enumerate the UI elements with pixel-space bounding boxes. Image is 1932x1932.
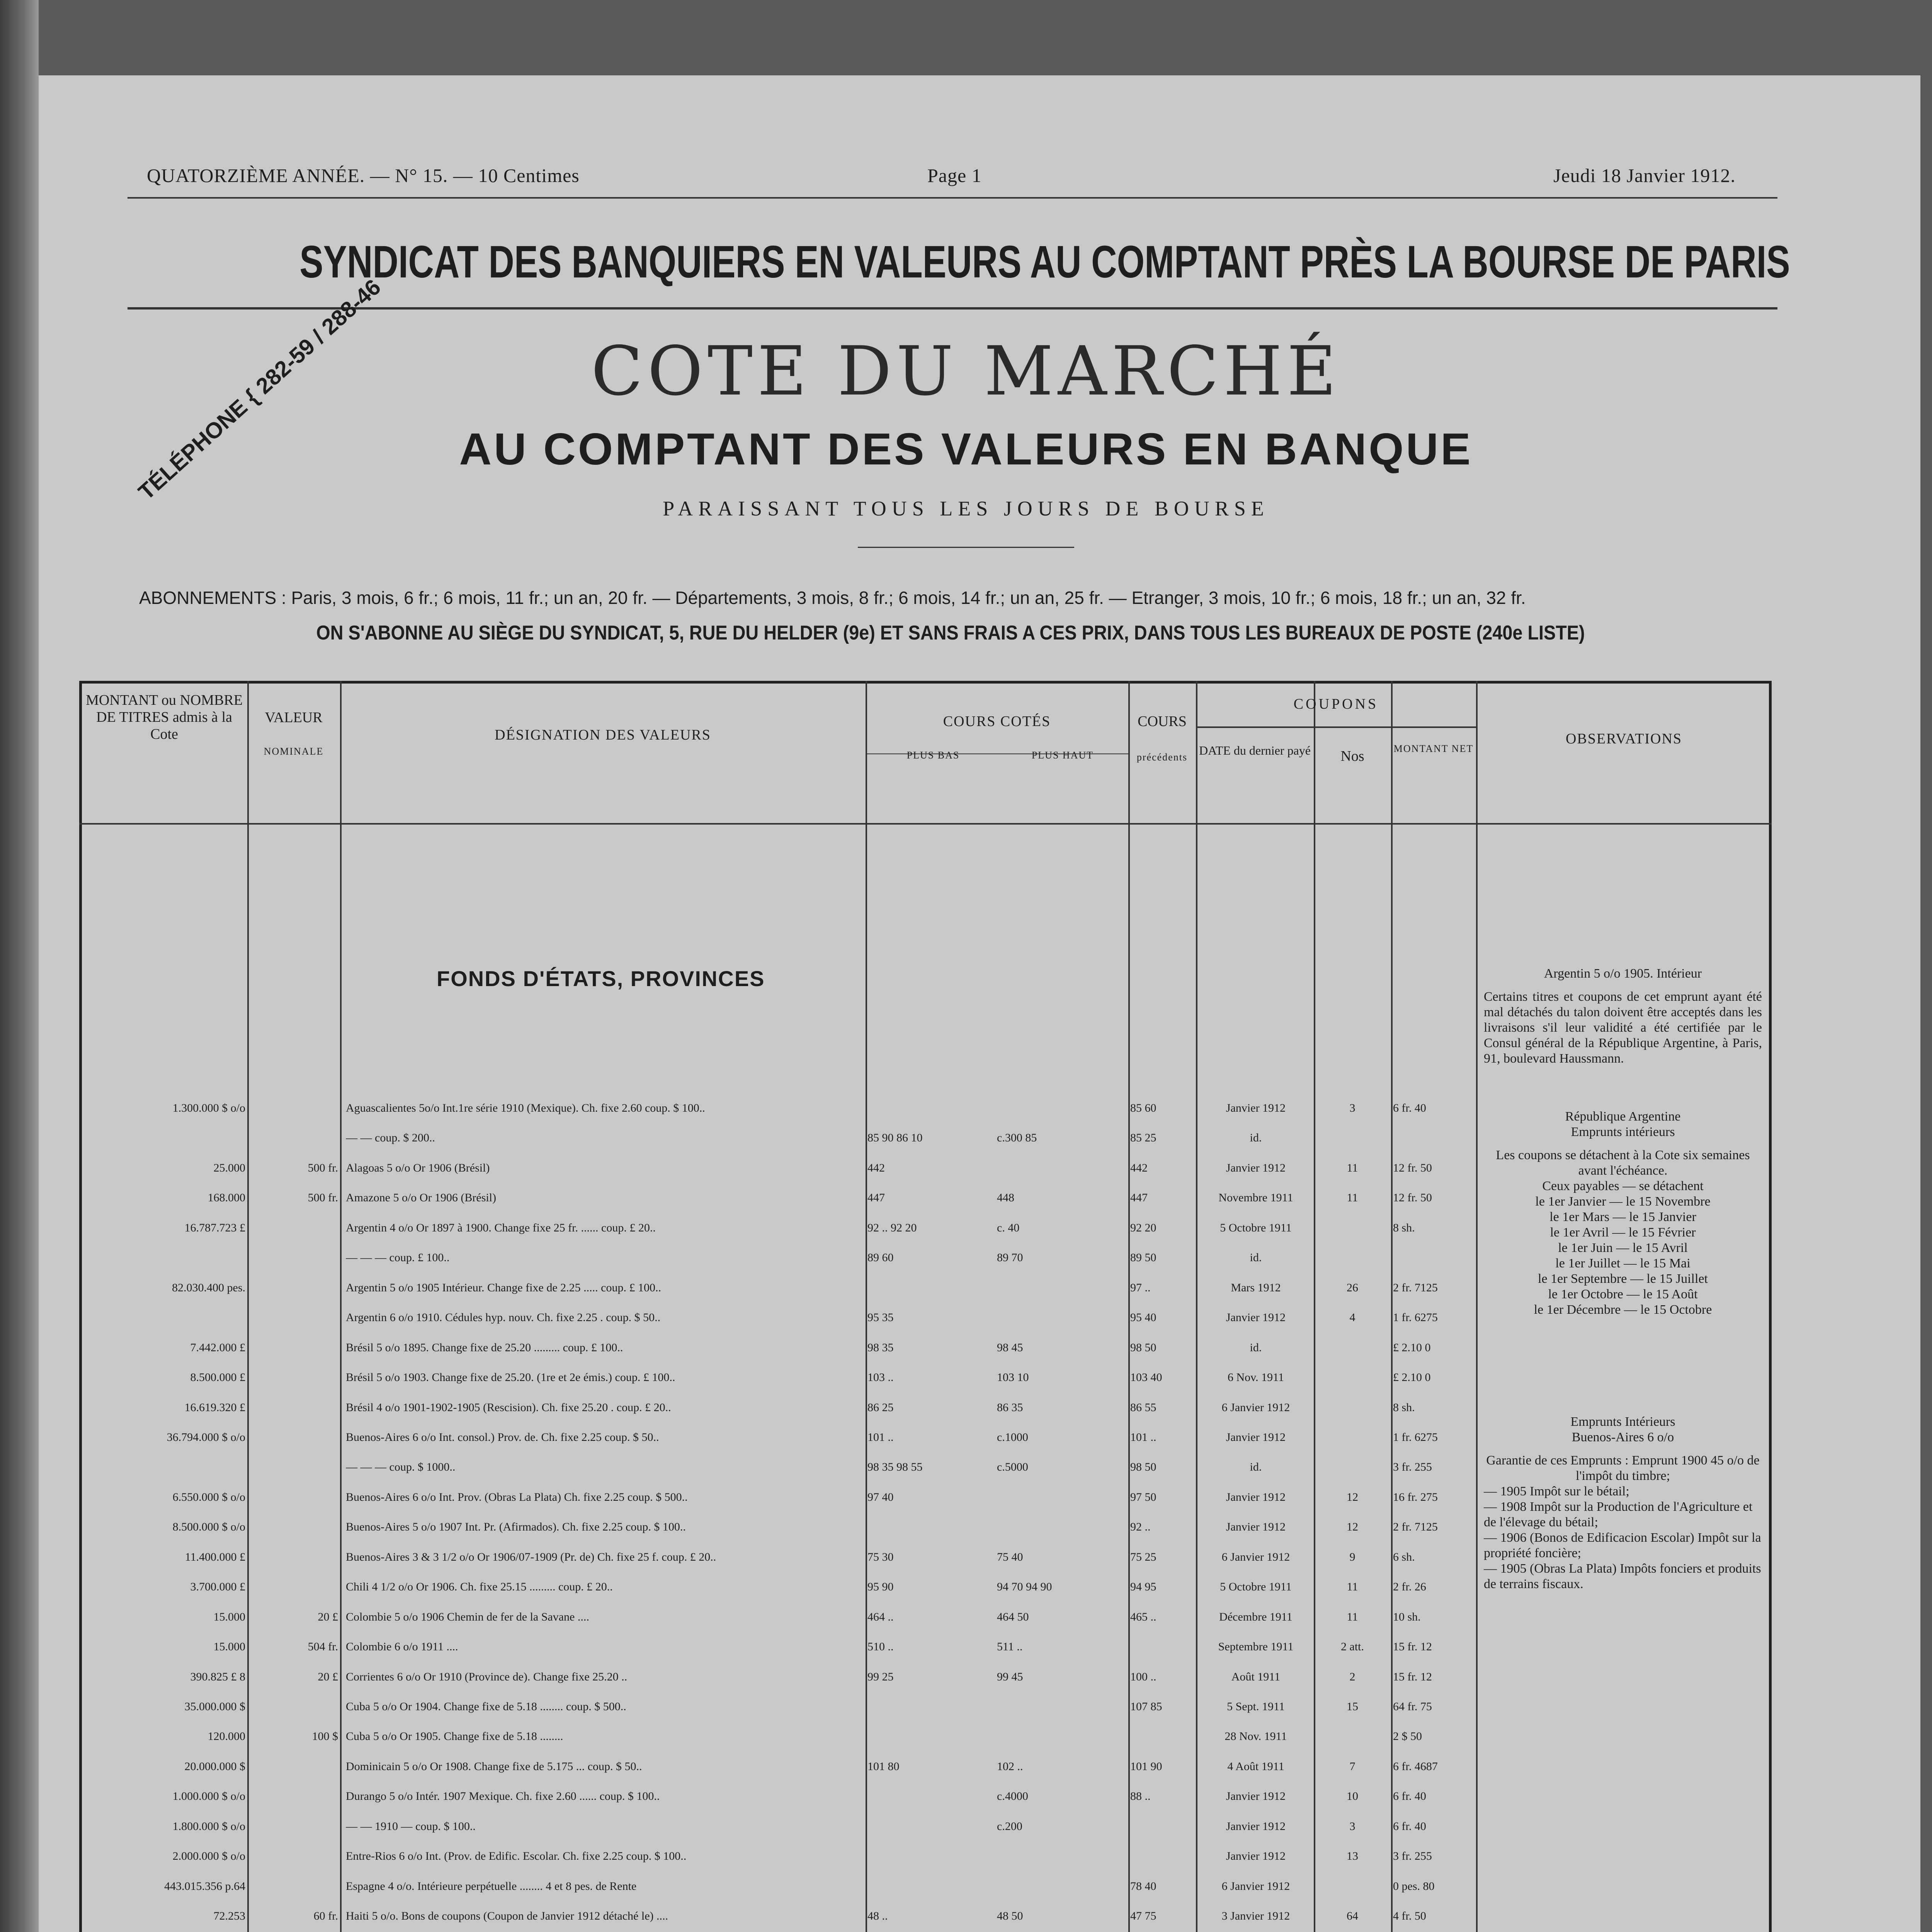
- row-coupon-no: 11: [1347, 1191, 1358, 1204]
- table-row: [79, 1251, 1470, 1265]
- coupons-rule: [1196, 726, 1476, 728]
- row-coupon-date: Décembre 1911: [1219, 1611, 1293, 1623]
- col-rule: [866, 681, 867, 1932]
- row-montant: 82.030.400 pes.: [172, 1281, 245, 1294]
- row-precedent: 85 60: [1130, 1102, 1156, 1114]
- row-coupon-no: 3: [1349, 1820, 1355, 1833]
- row-coupon-date: Janvier 1912: [1226, 1162, 1286, 1174]
- row-plus-haut: 98 45: [997, 1341, 1023, 1354]
- masthead-rule: [128, 307, 1777, 310]
- row-montant: 120.000: [207, 1730, 245, 1743]
- table-row: [79, 1760, 1470, 1774]
- table-row: [79, 1849, 1470, 1863]
- table-row: [79, 1520, 1470, 1534]
- row-coupon-date: 28 Nov. 1911: [1225, 1730, 1287, 1743]
- row-coupon-date: id.: [1250, 1251, 1262, 1264]
- row-montant: 7.442.000 £: [190, 1341, 245, 1354]
- row-plus-bas: 101 80: [867, 1760, 900, 1773]
- row-designation: — — — coup. $ 1000..: [346, 1461, 456, 1473]
- row-coupon-montant: 2 fr. 26: [1393, 1580, 1426, 1593]
- row-coupon-no: 7: [1349, 1760, 1355, 1773]
- row-precedent: 100 ..: [1130, 1670, 1156, 1683]
- row-coupon-date: Janvier 1912: [1226, 1431, 1286, 1444]
- row-designation: Espagne 4 o/o. Intérieure perpétuelle ........ 4 et 8 pes. de Rente: [346, 1880, 637, 1893]
- row-plus-bas: 92 .. 92 20: [867, 1221, 917, 1234]
- table-row: [79, 1341, 1470, 1355]
- tagline: PARAISSANT TOUS LES JOURS DE BOURSE: [663, 497, 1269, 520]
- row-coupon-date: 6 Janvier 1912: [1221, 1880, 1290, 1893]
- row-designation: Corrientes 6 o/o Or 1910 (Province de). Change fixe 25.20 ..: [346, 1670, 628, 1683]
- table-row: [79, 1460, 1470, 1474]
- row-precedent: 101 90: [1130, 1760, 1162, 1773]
- row-coupon-montant: 8 sh.: [1393, 1401, 1415, 1414]
- row-montant: 6.550.000 $ o/o: [172, 1491, 245, 1503]
- row-plus-bas: 510 ..: [867, 1640, 894, 1653]
- row-montant: 1.300.000 $ o/o: [172, 1102, 245, 1114]
- hdr-montant-net: MONTANT NET: [1393, 743, 1474, 754]
- row-plus-bas: 442: [867, 1162, 885, 1174]
- abonnements: ABONNEMENTS : Paris, 3 mois, 6 fr.; 6 mois, 11 fr.; un an, 20 fr. — Départements, 3 mois, 8 fr.; 6 mois, 14 fr.; un an, 25 fr. — Etranger, 3 mois, 10 fr.; 6 mois, 18 fr.; un an, 32 fr.: [139, 588, 1526, 608]
- row-montant: 3.700.000 £: [190, 1580, 245, 1593]
- hdr-montant: MONTANT ou NOMBRE DE TITRES admis à la Cote: [86, 692, 243, 742]
- col-rule: [247, 681, 249, 1932]
- obs-republique-sub: Emprunts intérieurs: [1571, 1125, 1675, 1139]
- row-coupon-montant: £ 2.10 0: [1393, 1341, 1431, 1354]
- row-coupon-no: 12: [1347, 1520, 1358, 1533]
- row-precedent: 97 50: [1130, 1491, 1156, 1503]
- row-plus-bas: 98 35: [867, 1341, 894, 1354]
- row-montant: 15.000: [213, 1611, 245, 1623]
- row-coupon-date: Janvier 1912: [1226, 1491, 1286, 1503]
- row-designation: Amazone 5 o/o Or 1906 (Brésil): [346, 1191, 497, 1204]
- row-plus-haut: c.4000: [997, 1790, 1028, 1803]
- table-row: [79, 1640, 1470, 1654]
- row-coupon-date: 3 Janvier 1912: [1221, 1910, 1290, 1922]
- row-plus-haut: c.5000: [997, 1461, 1028, 1473]
- table-row: [79, 1789, 1470, 1803]
- row-precedent: 465 ..: [1130, 1611, 1156, 1623]
- row-designation: Buenos-Aires 6 o/o Int. consol.) Prov. de. Ch. fixe 2.25 coup. $ 50..: [346, 1431, 659, 1444]
- row-plus-haut: 511 ..: [997, 1640, 1023, 1653]
- row-coupon-date: 5 Octobre 1911: [1220, 1221, 1292, 1234]
- row-valeur: 504 fr.: [308, 1640, 338, 1653]
- issue-info: QUATORZIÈME ANNÉE. — N° 15. — 10 Centimes: [147, 165, 580, 186]
- table-row: [79, 1670, 1470, 1684]
- row-designation: Cuba 5 o/o Or 1905. Change fixe de 5.18 ........: [346, 1730, 563, 1743]
- obs-ba-lines: [1484, 1484, 1762, 1592]
- hdr-plus-bas: PLUS BAS: [906, 750, 960, 761]
- hdr-coupons: COUPONS: [1293, 696, 1379, 712]
- row-plus-haut: c.1000: [997, 1431, 1028, 1444]
- row-coupon-date: Novembre 1911: [1218, 1191, 1293, 1204]
- row-precedent: 89 50: [1130, 1251, 1156, 1264]
- row-coupon-no: 2 att.: [1341, 1640, 1364, 1653]
- row-montant: 20.000.000 $: [184, 1760, 245, 1773]
- row-montant: 15.000: [213, 1640, 245, 1653]
- row-precedent: 86 55: [1130, 1401, 1156, 1414]
- row-plus-haut: c. 40: [997, 1221, 1020, 1234]
- hdr-observations: OBSERVATIONS: [1565, 731, 1682, 747]
- row-coupon-date: Septembre 1911: [1218, 1640, 1294, 1653]
- row-plus-bas: 464 ..: [867, 1611, 894, 1623]
- row-designation: Durango 5 o/o Intér. 1907 Mexique. Ch. fixe 2.60 ...... coup. $ 100..: [346, 1790, 660, 1803]
- row-plus-haut: 102 ..: [997, 1760, 1023, 1773]
- cote-subtitle: AU COMPTANT DES VALEURS EN BANQUE: [459, 424, 1473, 474]
- table-header-rule: [79, 823, 1772, 825]
- obs-argentin-text: Certains titres et coupons de cet emprunt ayant été mal détachés du talon doivent être acceptés dans les livraisons s'il leur validité a été certifiée par le Consul général de la République Argentine, à Paris, 91, boulevard Haussmann.: [1484, 990, 1762, 1066]
- row-precedent: 442: [1130, 1162, 1148, 1174]
- row-coupon-montant: 6 sh.: [1393, 1551, 1415, 1563]
- row-designation: Brésil 4 o/o 1901-1902-1905 (Rescision). Ch. fixe 25.20 . coup. £ 20..: [346, 1401, 671, 1414]
- row-coupon-no: 11: [1347, 1611, 1358, 1623]
- col-rule: [1476, 681, 1478, 1932]
- table-row: [79, 1490, 1470, 1504]
- row-coupon-montant: 6 fr. 40: [1393, 1102, 1426, 1114]
- row-coupon-no: 26: [1347, 1281, 1358, 1294]
- row-montant: 443.015.356 p.64: [164, 1880, 245, 1893]
- hdr-nominale: NOMINALE: [264, 746, 324, 757]
- row-coupon-montant: 6 fr. 40: [1393, 1820, 1426, 1833]
- obs-ba-sub: Buenos-Aires 6 o/o: [1571, 1430, 1674, 1444]
- row-plus-haut: 99 45: [997, 1670, 1023, 1683]
- row-coupon-no: 12: [1347, 1491, 1358, 1503]
- table-row: [79, 1879, 1470, 1893]
- hdr-nos: Nos: [1340, 748, 1364, 764]
- row-precedent: 95 40: [1130, 1311, 1156, 1324]
- table-row: [79, 1550, 1470, 1564]
- row-precedent: 78 40: [1130, 1880, 1156, 1893]
- row-coupon-date: 5 Sept. 1911: [1227, 1700, 1285, 1713]
- row-coupon-date: 6 Janvier 1912: [1221, 1551, 1290, 1563]
- row-coupon-montant: 1 fr. 6275: [1393, 1431, 1438, 1444]
- row-designation: Aguascalientes 5o/o Int.1re série 1910 (Mexique). Ch. fixe 2.60 coup. $ 100..: [346, 1102, 705, 1114]
- row-designation: Buenos-Aires 3 & 3 1/2 o/o Or 1906/07-1909 (Pr. de) Ch. fixe 25 f. coup. £ 20..: [346, 1551, 716, 1563]
- row-plus-bas: 98 35 98 55: [867, 1461, 923, 1473]
- row-montant: 390.825 £ 8: [190, 1670, 245, 1683]
- row-coupon-no: 4: [1349, 1311, 1355, 1324]
- hdr-date: DATE du dernier payé: [1199, 743, 1311, 757]
- row-plus-bas: 103 ..: [867, 1371, 894, 1384]
- obs-line: le 1er Décembre — le 15 Octobre: [1534, 1303, 1712, 1317]
- book-spine: [0, 0, 39, 1932]
- row-plus-bas: 447: [867, 1191, 885, 1204]
- row-precedent: 75 25: [1130, 1551, 1156, 1563]
- siege-syndicat: ON S'ABONNE AU SIÈGE DU SYNDICAT, 5, RUE DU HELDER (9e) ET SANS FRAIS A CES PRIX, DANS TOUS LES BUREAUX DE POSTE (240e LISTE): [316, 622, 1585, 644]
- obs-line: le 1er Juillet — le 15 Mai: [1555, 1256, 1690, 1270]
- telephone-stamp: TÉLÉPHONE { 282-59 / 288-46: [133, 274, 386, 505]
- row-plus-haut: c.300 85: [997, 1131, 1037, 1144]
- row-coupon-date: Janvier 1912: [1226, 1790, 1286, 1803]
- row-montant: 72.253: [213, 1910, 245, 1922]
- row-coupon-montant: 3 fr. 255: [1393, 1850, 1432, 1862]
- table-row: [79, 1221, 1470, 1235]
- observations-block: [1484, 966, 1762, 1592]
- row-designation: Haiti 5 o/o. Bons de coupons (Coupon de Janvier 1912 détaché le) ....: [346, 1910, 668, 1922]
- table-row: [79, 1430, 1470, 1444]
- row-plus-haut: 103 10: [997, 1371, 1029, 1384]
- row-precedent: 88 ..: [1130, 1790, 1151, 1803]
- table-row: [79, 1730, 1470, 1743]
- row-plus-bas: 89 60: [867, 1251, 894, 1264]
- row-plus-haut: 75 40: [997, 1551, 1023, 1563]
- row-plus-haut: 86 35: [997, 1401, 1023, 1414]
- obs-line: — 1906 (Bonos de Edificacion Escolar) Impôt sur la propriété foncière;: [1484, 1531, 1761, 1560]
- header-rule: [128, 197, 1777, 199]
- row-coupon-date: Janvier 1912: [1226, 1850, 1286, 1862]
- row-coupon-date: 4 Août 1911: [1227, 1760, 1284, 1773]
- row-coupon-montant: 3 fr. 255: [1393, 1461, 1432, 1473]
- row-coupon-date: Janvier 1912: [1226, 1520, 1286, 1533]
- table-row: [79, 1700, 1470, 1714]
- row-precedent: 98 50: [1130, 1461, 1156, 1473]
- row-coupon-montant: 16 fr. 275: [1393, 1491, 1438, 1503]
- row-coupon-date: id.: [1250, 1131, 1262, 1144]
- row-valeur: 100 $: [312, 1730, 338, 1743]
- obs-argentin-title: Argentin 5 o/o 1905. Intérieur: [1544, 966, 1702, 981]
- row-coupon-montant: 2 fr. 7125: [1393, 1281, 1438, 1294]
- row-valeur: 60 fr.: [313, 1910, 338, 1922]
- obs-ba-text: Garantie de ces Emprunts : Emprunt 1900 45 o/o de l'impôt du timbre;: [1486, 1453, 1760, 1483]
- row-coupon-date: 6 Nov. 1911: [1227, 1371, 1284, 1384]
- row-precedent: 98 50: [1130, 1341, 1156, 1354]
- table-row: [79, 1580, 1470, 1594]
- row-designation: — — coup. $ 200..: [346, 1131, 435, 1144]
- row-coupon-date: 5 Octobre 1911: [1220, 1580, 1292, 1593]
- row-coupon-montant: 8 sh.: [1393, 1221, 1415, 1234]
- row-coupon-date: Janvier 1912: [1226, 1311, 1286, 1324]
- row-coupon-no: 13: [1347, 1850, 1358, 1862]
- row-designation: — — — coup. £ 100..: [346, 1251, 450, 1264]
- row-designation: Colombie 6 o/o 1911 ....: [346, 1640, 458, 1653]
- section-title: FONDS D'ÉTATS, PROVINCES: [437, 966, 765, 991]
- row-plus-bas: 101 ..: [867, 1431, 894, 1444]
- hdr-plus-haut: PLUS HAUT: [1031, 750, 1094, 761]
- table-row: [79, 1311, 1470, 1325]
- obs-line: — 1908 Impôt sur la Production de l'Agriculture et de l'élevage du bétail;: [1484, 1500, 1753, 1529]
- row-coupon-montant: 2 $ 50: [1393, 1730, 1422, 1743]
- row-coupon-montant: 12 fr. 50: [1393, 1191, 1432, 1204]
- row-precedent: 47 75: [1130, 1910, 1156, 1922]
- row-plus-haut: 464 50: [997, 1611, 1029, 1623]
- table-row: [79, 1610, 1470, 1624]
- row-precedent: 103 40: [1130, 1371, 1162, 1384]
- row-plus-bas: 99 25: [867, 1670, 894, 1683]
- col-rule: [340, 681, 342, 1932]
- row-plus-bas: 95 90: [867, 1580, 894, 1593]
- row-precedent: 92 20: [1130, 1221, 1156, 1234]
- row-coupon-no: 2: [1349, 1670, 1355, 1683]
- obs-republique-lines: [1484, 1194, 1762, 1318]
- col-rule: [1128, 681, 1130, 1932]
- hdr-cours-cotes: COURS COTÉS: [943, 713, 1051, 730]
- row-plus-haut: c.200: [997, 1820, 1022, 1833]
- row-coupon-no: 9: [1349, 1551, 1355, 1563]
- row-coupon-no: 15: [1347, 1700, 1358, 1713]
- row-montant: 11.400.000 £: [185, 1551, 245, 1563]
- row-coupon-no: 11: [1347, 1162, 1358, 1174]
- row-montant: 2.000.000 $ o/o: [172, 1850, 245, 1862]
- row-designation: Dominicain 5 o/o Or 1908. Change fixe de 5.175 ... coup. $ 50..: [346, 1760, 642, 1773]
- row-coupon-no: 11: [1347, 1580, 1358, 1593]
- row-coupon-montant: 6 fr. 4687: [1393, 1760, 1438, 1773]
- row-montant: 35.000.000 $: [184, 1700, 245, 1713]
- row-coupon-date: Mars 1912: [1231, 1281, 1281, 1294]
- row-designation: Colombie 5 o/o 1906 Chemin de fer de la Savane ....: [346, 1611, 589, 1623]
- row-precedent: 447: [1130, 1191, 1148, 1204]
- col-rule: [1314, 681, 1315, 1932]
- row-precedent: 107 85: [1130, 1700, 1162, 1713]
- row-plus-bas: 97 40: [867, 1491, 894, 1503]
- tagline-rule: [858, 547, 1074, 548]
- obs-line: le 1er Septembre — le 15 Juillet: [1538, 1272, 1708, 1286]
- row-designation: Argentin 5 o/o 1905 Intérieur. Change fixe de 2.25 ..... coup. £ 100..: [346, 1281, 661, 1294]
- table-row: [79, 1909, 1470, 1923]
- issue-date: Jeudi 18 Janvier 1912.: [1553, 165, 1736, 186]
- table-row: [79, 1281, 1470, 1295]
- row-designation: Entre-Rios 6 o/o Int. (Prov. de Edific. Escolar. Ch. fixe 2.25 coup. $ 100..: [346, 1850, 687, 1862]
- row-precedent: 92 ..: [1130, 1520, 1151, 1533]
- row-montant: 8.500.000 $ o/o: [172, 1520, 245, 1533]
- obs-line: le 1er Avril — le 15 Février: [1550, 1225, 1696, 1240]
- row-plus-haut: 89 70: [997, 1251, 1023, 1264]
- row-coupon-montant: 12 fr. 50: [1393, 1162, 1432, 1174]
- row-precedent: 97 ..: [1130, 1281, 1151, 1294]
- row-coupon-montant: 15 fr. 12: [1393, 1640, 1432, 1653]
- row-designation: Argentin 6 o/o 1910. Cédules hyp. nouv. Ch. fixe 2.25 . coup. $ 50..: [346, 1311, 661, 1324]
- row-montant: 36.794.000 $ o/o: [167, 1431, 245, 1444]
- obs-republique-title: République Argentine: [1565, 1109, 1681, 1124]
- row-coupon-no: 64: [1347, 1910, 1358, 1922]
- row-montant: 16.787.723 £: [184, 1221, 245, 1234]
- col-rule: [1391, 681, 1393, 1932]
- row-plus-haut: 48 50: [997, 1910, 1023, 1922]
- row-plus-bas: 75 30: [867, 1551, 894, 1563]
- obs-ba-title: Emprunts Intérieurs: [1570, 1415, 1675, 1429]
- row-coupon-montant: 10 sh.: [1393, 1611, 1421, 1623]
- row-valeur: 500 fr.: [308, 1191, 338, 1204]
- row-coupon-date: Août 1911: [1231, 1670, 1281, 1683]
- row-designation: Cuba 5 o/o Or 1904. Change fixe de 5.18 ........ coup. $ 500..: [346, 1700, 626, 1713]
- row-designation: Buenos-Aires 5 o/o 1907 Int. Pr. (Afirmados). Ch. fixe 2.25 coup. $ 100..: [346, 1520, 686, 1533]
- obs-line: le 1er Janvier — le 15 Novembre: [1535, 1194, 1711, 1209]
- row-coupon-montant: 64 fr. 75: [1393, 1700, 1432, 1713]
- table-row: [79, 1131, 1470, 1145]
- row-precedent: 85 25: [1130, 1131, 1156, 1144]
- row-montant: 1.800.000 $ o/o: [172, 1820, 245, 1833]
- row-coupon-date: id.: [1250, 1341, 1262, 1354]
- row-coupon-no: 3: [1349, 1102, 1355, 1114]
- row-montant: 8.500.000 £: [190, 1371, 245, 1384]
- row-coupon-montant: 4 fr. 50: [1393, 1910, 1426, 1922]
- row-coupon-montant: 1 fr. 6275: [1393, 1311, 1438, 1324]
- obs-line: le 1er Mars — le 15 Janvier: [1549, 1210, 1696, 1224]
- row-montant: 16.619.320 £: [184, 1401, 245, 1414]
- row-coupon-date: id.: [1250, 1461, 1262, 1473]
- row-montant: 1.000.000 $ o/o: [172, 1790, 245, 1803]
- obs-line: — 1905 Impôt sur le bétail;: [1484, 1484, 1629, 1498]
- row-plus-haut: 448: [997, 1191, 1014, 1204]
- col-rule: [1196, 681, 1197, 1932]
- table-row: [79, 1401, 1470, 1415]
- row-valeur: 500 fr.: [308, 1162, 338, 1174]
- hdr-cours: COURS: [1138, 713, 1187, 730]
- row-precedent: 101 ..: [1130, 1431, 1156, 1444]
- row-montant: 168.000: [207, 1191, 245, 1204]
- hdr-precedents: précédents: [1136, 752, 1188, 763]
- cote-title: COTE DU MARCHÉ: [591, 332, 1341, 411]
- row-designation: Brésil 5 o/o 1895. Change fixe de 25.20 ......... coup. £ 100..: [346, 1341, 623, 1354]
- obs-republique-cols: Ceux payables — se détachent: [1542, 1179, 1704, 1193]
- obs-line: — 1905 (Obras La Plata) Impôts fonciers et produits de terrains fiscaux.: [1484, 1561, 1761, 1591]
- row-coupon-date: 6 Janvier 1912: [1221, 1401, 1290, 1414]
- table-row: [79, 1371, 1470, 1384]
- row-plus-bas: 86 25: [867, 1401, 894, 1414]
- table-row: [79, 1820, 1470, 1833]
- obs-line: le 1er Juin — le 15 Avril: [1558, 1241, 1688, 1255]
- row-coupon-montant: 2 fr. 7125: [1393, 1520, 1438, 1533]
- row-plus-bas: 85 90 86 10: [867, 1131, 923, 1144]
- table-row: [79, 1161, 1470, 1175]
- hdr-designation: DÉSIGNATION DES VALEURS: [495, 727, 711, 743]
- row-valeur: 20 £: [318, 1611, 338, 1623]
- row-coupon-montant: 6 fr. 40: [1393, 1790, 1426, 1803]
- row-designation: Brésil 5 o/o 1903. Change fixe de 25.20. (1re et 2e émis.) coup. £ 100..: [346, 1371, 675, 1384]
- row-coupon-montant: 15 fr. 12: [1393, 1670, 1432, 1683]
- table-row: [79, 1101, 1470, 1115]
- row-designation: Chili 4 1/2 o/o Or 1906. Ch. fixe 25.15 ......... coup. £ 20..: [346, 1580, 613, 1593]
- row-precedent: 94 95: [1130, 1580, 1156, 1593]
- row-montant: 25.000: [213, 1162, 245, 1174]
- row-coupon-montant: 0 pes. 80: [1393, 1880, 1435, 1893]
- row-plus-bas: 48 ..: [867, 1910, 888, 1922]
- row-plus-bas: 95 35: [867, 1311, 894, 1324]
- row-coupon-no: 10: [1347, 1790, 1358, 1803]
- obs-line: le 1er Octobre — le 15 Août: [1548, 1287, 1698, 1301]
- obs-republique-text: Les coupons se détachent à la Cote six semaines avant l'échéance.: [1496, 1148, 1750, 1178]
- syndicat-title: SYNDICAT DES BANQUIERS EN VALEURS AU COMPTANT PRÈS LA BOURSE DE PARIS: [299, 236, 1790, 287]
- row-coupon-montant: £ 2.10 0: [1393, 1371, 1431, 1384]
- row-designation: Buenos-Aires 6 o/o Int. Prov. (Obras La Plata) Ch. fixe 2.25 coup. $ 500..: [346, 1491, 688, 1503]
- page-number: Page 1: [927, 165, 982, 186]
- row-valeur: 20 £: [318, 1670, 338, 1683]
- row-coupon-date: Janvier 1912: [1226, 1820, 1286, 1833]
- row-designation: Argentin 4 o/o Or 1897 à 1900. Change fixe 25 fr. ...... coup. £ 20..: [346, 1221, 656, 1234]
- hdr-valeur: VALEUR: [265, 709, 323, 726]
- row-plus-haut: 94 70 94 90: [997, 1580, 1052, 1593]
- row-coupon-date: Janvier 1912: [1226, 1102, 1286, 1114]
- table-row: [79, 1191, 1470, 1205]
- row-designation: Alagoas 5 o/o Or 1906 (Brésil): [346, 1162, 490, 1174]
- row-designation: — — 1910 — coup. $ 100..: [346, 1820, 476, 1833]
